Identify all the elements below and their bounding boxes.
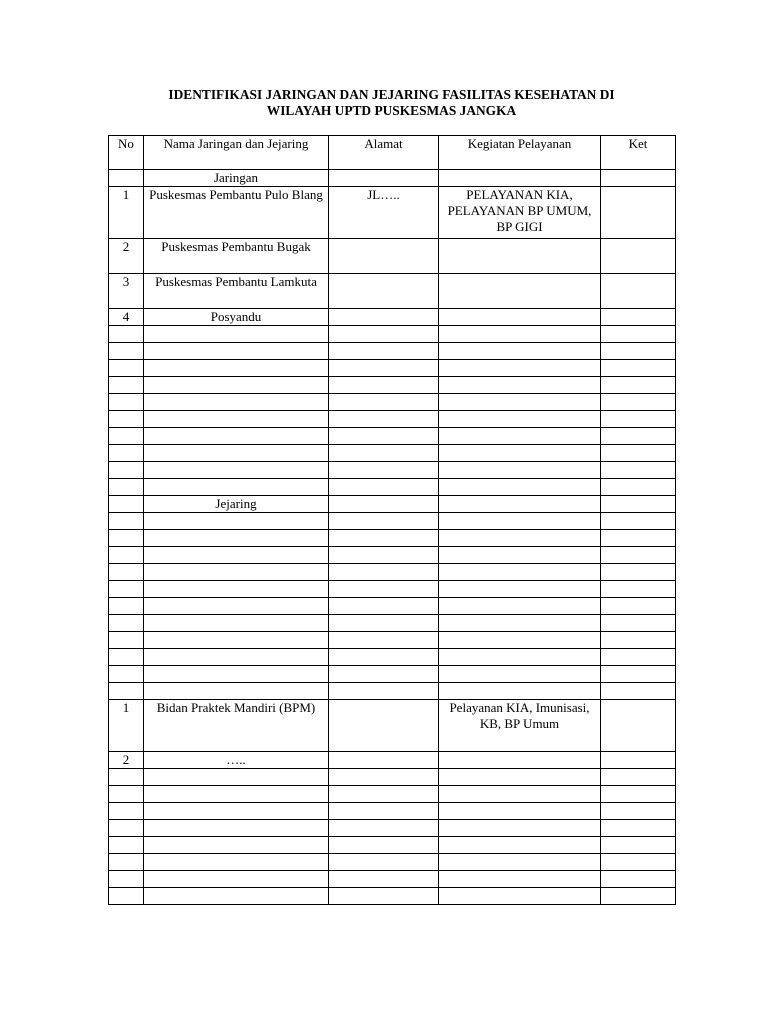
cell-nama: ….. xyxy=(144,752,329,769)
cell-alamat xyxy=(329,769,439,786)
cell-ket xyxy=(601,854,676,871)
cell-alamat xyxy=(329,496,439,513)
table-row xyxy=(109,170,676,187)
cell-no xyxy=(109,462,144,479)
cell-no: 2 xyxy=(109,239,144,274)
cell-nama xyxy=(144,683,329,700)
table-row xyxy=(109,274,676,309)
cell-kegiatan xyxy=(439,666,601,683)
cell-no xyxy=(109,445,144,462)
cell-alamat xyxy=(329,666,439,683)
cell-ket xyxy=(601,479,676,496)
table-row xyxy=(109,683,676,700)
cell-alamat xyxy=(329,632,439,649)
cell-nama xyxy=(144,360,329,377)
header-nama: Nama Jaringan dan Jejaring xyxy=(144,136,329,170)
cell-ket xyxy=(601,820,676,837)
cell-nama: Jaringan xyxy=(144,170,329,187)
cell-kegiatan xyxy=(439,274,601,309)
title-line-2: WILAYAH UPTD PUSKESMAS JANGKA xyxy=(266,103,517,118)
cell-ket xyxy=(601,513,676,530)
cell-no xyxy=(109,170,144,187)
cell-kegiatan xyxy=(439,854,601,871)
cell-nama xyxy=(144,786,329,803)
table-row xyxy=(109,820,676,837)
cell-alamat xyxy=(329,803,439,820)
cell-nama: Puskesmas Pembantu Bugak xyxy=(144,239,329,274)
cell-no xyxy=(109,377,144,394)
table-body xyxy=(109,136,676,905)
cell-kegiatan xyxy=(439,513,601,530)
cell-no xyxy=(109,820,144,837)
cell-no xyxy=(109,547,144,564)
cell-alamat xyxy=(329,360,439,377)
table-row xyxy=(109,445,676,462)
table-row xyxy=(109,394,676,411)
cell-nama xyxy=(144,649,329,666)
cell-kegiatan xyxy=(439,803,601,820)
cell-kegiatan xyxy=(439,564,601,581)
cell-kegiatan xyxy=(439,445,601,462)
cell-kegiatan xyxy=(439,769,601,786)
table-row xyxy=(109,462,676,479)
cell-nama xyxy=(144,837,329,854)
cell-nama xyxy=(144,632,329,649)
cell-kegiatan xyxy=(439,752,601,769)
cell-nama xyxy=(144,769,329,786)
table-row xyxy=(109,752,676,769)
cell-ket xyxy=(601,632,676,649)
table-row xyxy=(109,581,676,598)
cell-no xyxy=(109,837,144,854)
cell-ket xyxy=(601,170,676,187)
cell-alamat xyxy=(329,445,439,462)
cell-kegiatan xyxy=(439,837,601,854)
cell-no xyxy=(109,803,144,820)
cell-alamat xyxy=(329,786,439,803)
cell-alamat xyxy=(329,274,439,309)
cell-nama xyxy=(144,377,329,394)
cell-ket xyxy=(601,837,676,854)
header-alamat: Alamat xyxy=(329,136,439,170)
cell-nama: Posyandu xyxy=(144,309,329,326)
cell-nama xyxy=(144,428,329,445)
cell-kegiatan xyxy=(439,496,601,513)
cell-ket xyxy=(601,411,676,428)
table-row xyxy=(109,239,676,274)
cell-ket xyxy=(601,769,676,786)
cell-nama xyxy=(144,411,329,428)
cell-alamat xyxy=(329,513,439,530)
cell-no: 1 xyxy=(109,700,144,752)
cell-no xyxy=(109,786,144,803)
table-row xyxy=(109,479,676,496)
table-row xyxy=(109,496,676,513)
cell-kegiatan xyxy=(439,462,601,479)
cell-alamat xyxy=(329,462,439,479)
cell-kegiatan xyxy=(439,170,601,187)
cell-nama xyxy=(144,343,329,360)
cell-alamat xyxy=(329,854,439,871)
cell-ket xyxy=(601,683,676,700)
table-row xyxy=(109,564,676,581)
cell-kegiatan xyxy=(439,871,601,888)
table-row xyxy=(109,598,676,615)
cell-ket xyxy=(601,496,676,513)
cell-nama xyxy=(144,564,329,581)
cell-ket xyxy=(601,326,676,343)
cell-no xyxy=(109,360,144,377)
cell-ket xyxy=(601,871,676,888)
cell-alamat xyxy=(329,377,439,394)
table-row xyxy=(109,854,676,871)
cell-ket xyxy=(601,888,676,905)
cell-nama xyxy=(144,547,329,564)
table-row xyxy=(109,888,676,905)
cell-alamat: JL….. xyxy=(329,187,439,239)
table-row xyxy=(109,871,676,888)
cell-kegiatan xyxy=(439,786,601,803)
cell-nama xyxy=(144,666,329,683)
cell-ket xyxy=(601,786,676,803)
cell-alamat xyxy=(329,752,439,769)
cell-nama xyxy=(144,803,329,820)
cell-no xyxy=(109,394,144,411)
cell-no xyxy=(109,666,144,683)
table-row xyxy=(109,615,676,632)
cell-nama xyxy=(144,598,329,615)
cell-nama xyxy=(144,479,329,496)
cell-no xyxy=(109,769,144,786)
cell-alamat xyxy=(329,530,439,547)
cell-nama xyxy=(144,445,329,462)
table-row xyxy=(109,187,676,239)
cell-alamat xyxy=(329,700,439,752)
cell-no xyxy=(109,428,144,445)
cell-kegiatan xyxy=(439,411,601,428)
table-row xyxy=(109,700,676,752)
header-no: No xyxy=(109,136,144,170)
cell-alamat xyxy=(329,326,439,343)
cell-nama xyxy=(144,820,329,837)
cell-kegiatan xyxy=(439,377,601,394)
cell-nama xyxy=(144,871,329,888)
cell-kegiatan: PELAYANAN KIA, PELAYANAN BP UMUM, BP GIGI xyxy=(439,187,601,239)
table-row xyxy=(109,343,676,360)
cell-kegiatan xyxy=(439,239,601,274)
cell-alamat xyxy=(329,871,439,888)
cell-ket xyxy=(601,360,676,377)
cell-nama xyxy=(144,615,329,632)
cell-alamat xyxy=(329,309,439,326)
cell-no xyxy=(109,326,144,343)
cell-ket xyxy=(601,581,676,598)
cell-no xyxy=(109,496,144,513)
table-row xyxy=(109,377,676,394)
cell-nama xyxy=(144,394,329,411)
cell-nama xyxy=(144,888,329,905)
cell-nama xyxy=(144,513,329,530)
cell-kegiatan xyxy=(439,683,601,700)
facility-table xyxy=(108,135,676,905)
cell-nama xyxy=(144,326,329,343)
cell-nama: Jejaring xyxy=(144,496,329,513)
table-row xyxy=(109,428,676,445)
cell-ket xyxy=(601,239,676,274)
document-title xyxy=(108,87,675,119)
table-row xyxy=(109,837,676,854)
cell-ket xyxy=(601,803,676,820)
cell-ket xyxy=(601,343,676,360)
table-row xyxy=(109,326,676,343)
cell-no: 3 xyxy=(109,274,144,309)
cell-kegiatan xyxy=(439,428,601,445)
cell-ket xyxy=(601,445,676,462)
cell-kegiatan xyxy=(439,888,601,905)
cell-nama: Puskesmas Pembantu Lamkuta xyxy=(144,274,329,309)
cell-alamat xyxy=(329,581,439,598)
cell-kegiatan xyxy=(439,615,601,632)
cell-kegiatan: Pelayanan KIA, Imunisasi, KB, BP Umum xyxy=(439,700,601,752)
cell-no: 1 xyxy=(109,187,144,239)
cell-alamat xyxy=(329,411,439,428)
header-kegiatan: Kegiatan Pelayanan xyxy=(439,136,601,170)
table-row xyxy=(109,786,676,803)
cell-no xyxy=(109,632,144,649)
cell-ket xyxy=(601,309,676,326)
cell-ket xyxy=(601,752,676,769)
cell-no xyxy=(109,343,144,360)
cell-ket xyxy=(601,564,676,581)
cell-alamat xyxy=(329,683,439,700)
cell-ket xyxy=(601,462,676,479)
cell-alamat xyxy=(329,394,439,411)
table-row xyxy=(109,530,676,547)
cell-alamat xyxy=(329,547,439,564)
cell-no xyxy=(109,871,144,888)
cell-alamat xyxy=(329,837,439,854)
cell-no xyxy=(109,530,144,547)
cell-alamat xyxy=(329,820,439,837)
cell-ket xyxy=(601,649,676,666)
cell-no xyxy=(109,581,144,598)
table-row xyxy=(109,649,676,666)
cell-no xyxy=(109,615,144,632)
cell-kegiatan xyxy=(439,649,601,666)
cell-kegiatan xyxy=(439,547,601,564)
cell-ket xyxy=(601,274,676,309)
cell-no: 4 xyxy=(109,309,144,326)
cell-alamat xyxy=(329,615,439,632)
cell-nama: Puskesmas Pembantu Pulo Blang xyxy=(144,187,329,239)
cell-ket xyxy=(601,615,676,632)
table-row xyxy=(109,360,676,377)
cell-ket xyxy=(601,394,676,411)
cell-no xyxy=(109,854,144,871)
cell-kegiatan xyxy=(439,479,601,496)
cell-no: 2 xyxy=(109,752,144,769)
cell-alamat xyxy=(329,170,439,187)
cell-nama: Bidan Praktek Mandiri (BPM) xyxy=(144,700,329,752)
cell-ket xyxy=(601,666,676,683)
cell-nama xyxy=(144,462,329,479)
cell-no xyxy=(109,683,144,700)
cell-alamat xyxy=(329,888,439,905)
cell-no xyxy=(109,513,144,530)
cell-kegiatan xyxy=(439,309,601,326)
table-row xyxy=(109,547,676,564)
cell-ket xyxy=(601,187,676,239)
table-row xyxy=(109,513,676,530)
cell-alamat xyxy=(329,564,439,581)
cell-alamat xyxy=(329,239,439,274)
table-row xyxy=(109,411,676,428)
cell-kegiatan xyxy=(439,581,601,598)
cell-no xyxy=(109,411,144,428)
title-line-1: IDENTIFIKASI JARINGAN DAN JEJARING FASILITAS KESEHATAN DI xyxy=(168,87,615,102)
cell-kegiatan xyxy=(439,530,601,547)
cell-ket xyxy=(601,428,676,445)
cell-ket xyxy=(601,530,676,547)
cell-kegiatan xyxy=(439,598,601,615)
cell-alamat xyxy=(329,428,439,445)
table-row xyxy=(109,769,676,786)
cell-alamat xyxy=(329,479,439,496)
cell-nama xyxy=(144,530,329,547)
cell-no xyxy=(109,888,144,905)
cell-kegiatan xyxy=(439,632,601,649)
cell-alamat xyxy=(329,343,439,360)
cell-ket xyxy=(601,598,676,615)
cell-alamat xyxy=(329,649,439,666)
header-row xyxy=(109,136,676,170)
cell-kegiatan xyxy=(439,394,601,411)
cell-kegiatan xyxy=(439,360,601,377)
cell-kegiatan xyxy=(439,820,601,837)
table-row xyxy=(109,666,676,683)
cell-no xyxy=(109,649,144,666)
cell-alamat xyxy=(329,598,439,615)
table-row xyxy=(109,803,676,820)
cell-nama xyxy=(144,581,329,598)
cell-no xyxy=(109,598,144,615)
table-row xyxy=(109,632,676,649)
header-ket: Ket xyxy=(601,136,676,170)
table-row xyxy=(109,309,676,326)
cell-kegiatan xyxy=(439,326,601,343)
cell-ket xyxy=(601,377,676,394)
cell-ket xyxy=(601,547,676,564)
cell-no xyxy=(109,479,144,496)
cell-no xyxy=(109,564,144,581)
cell-kegiatan xyxy=(439,343,601,360)
cell-nama xyxy=(144,854,329,871)
cell-ket xyxy=(601,700,676,752)
